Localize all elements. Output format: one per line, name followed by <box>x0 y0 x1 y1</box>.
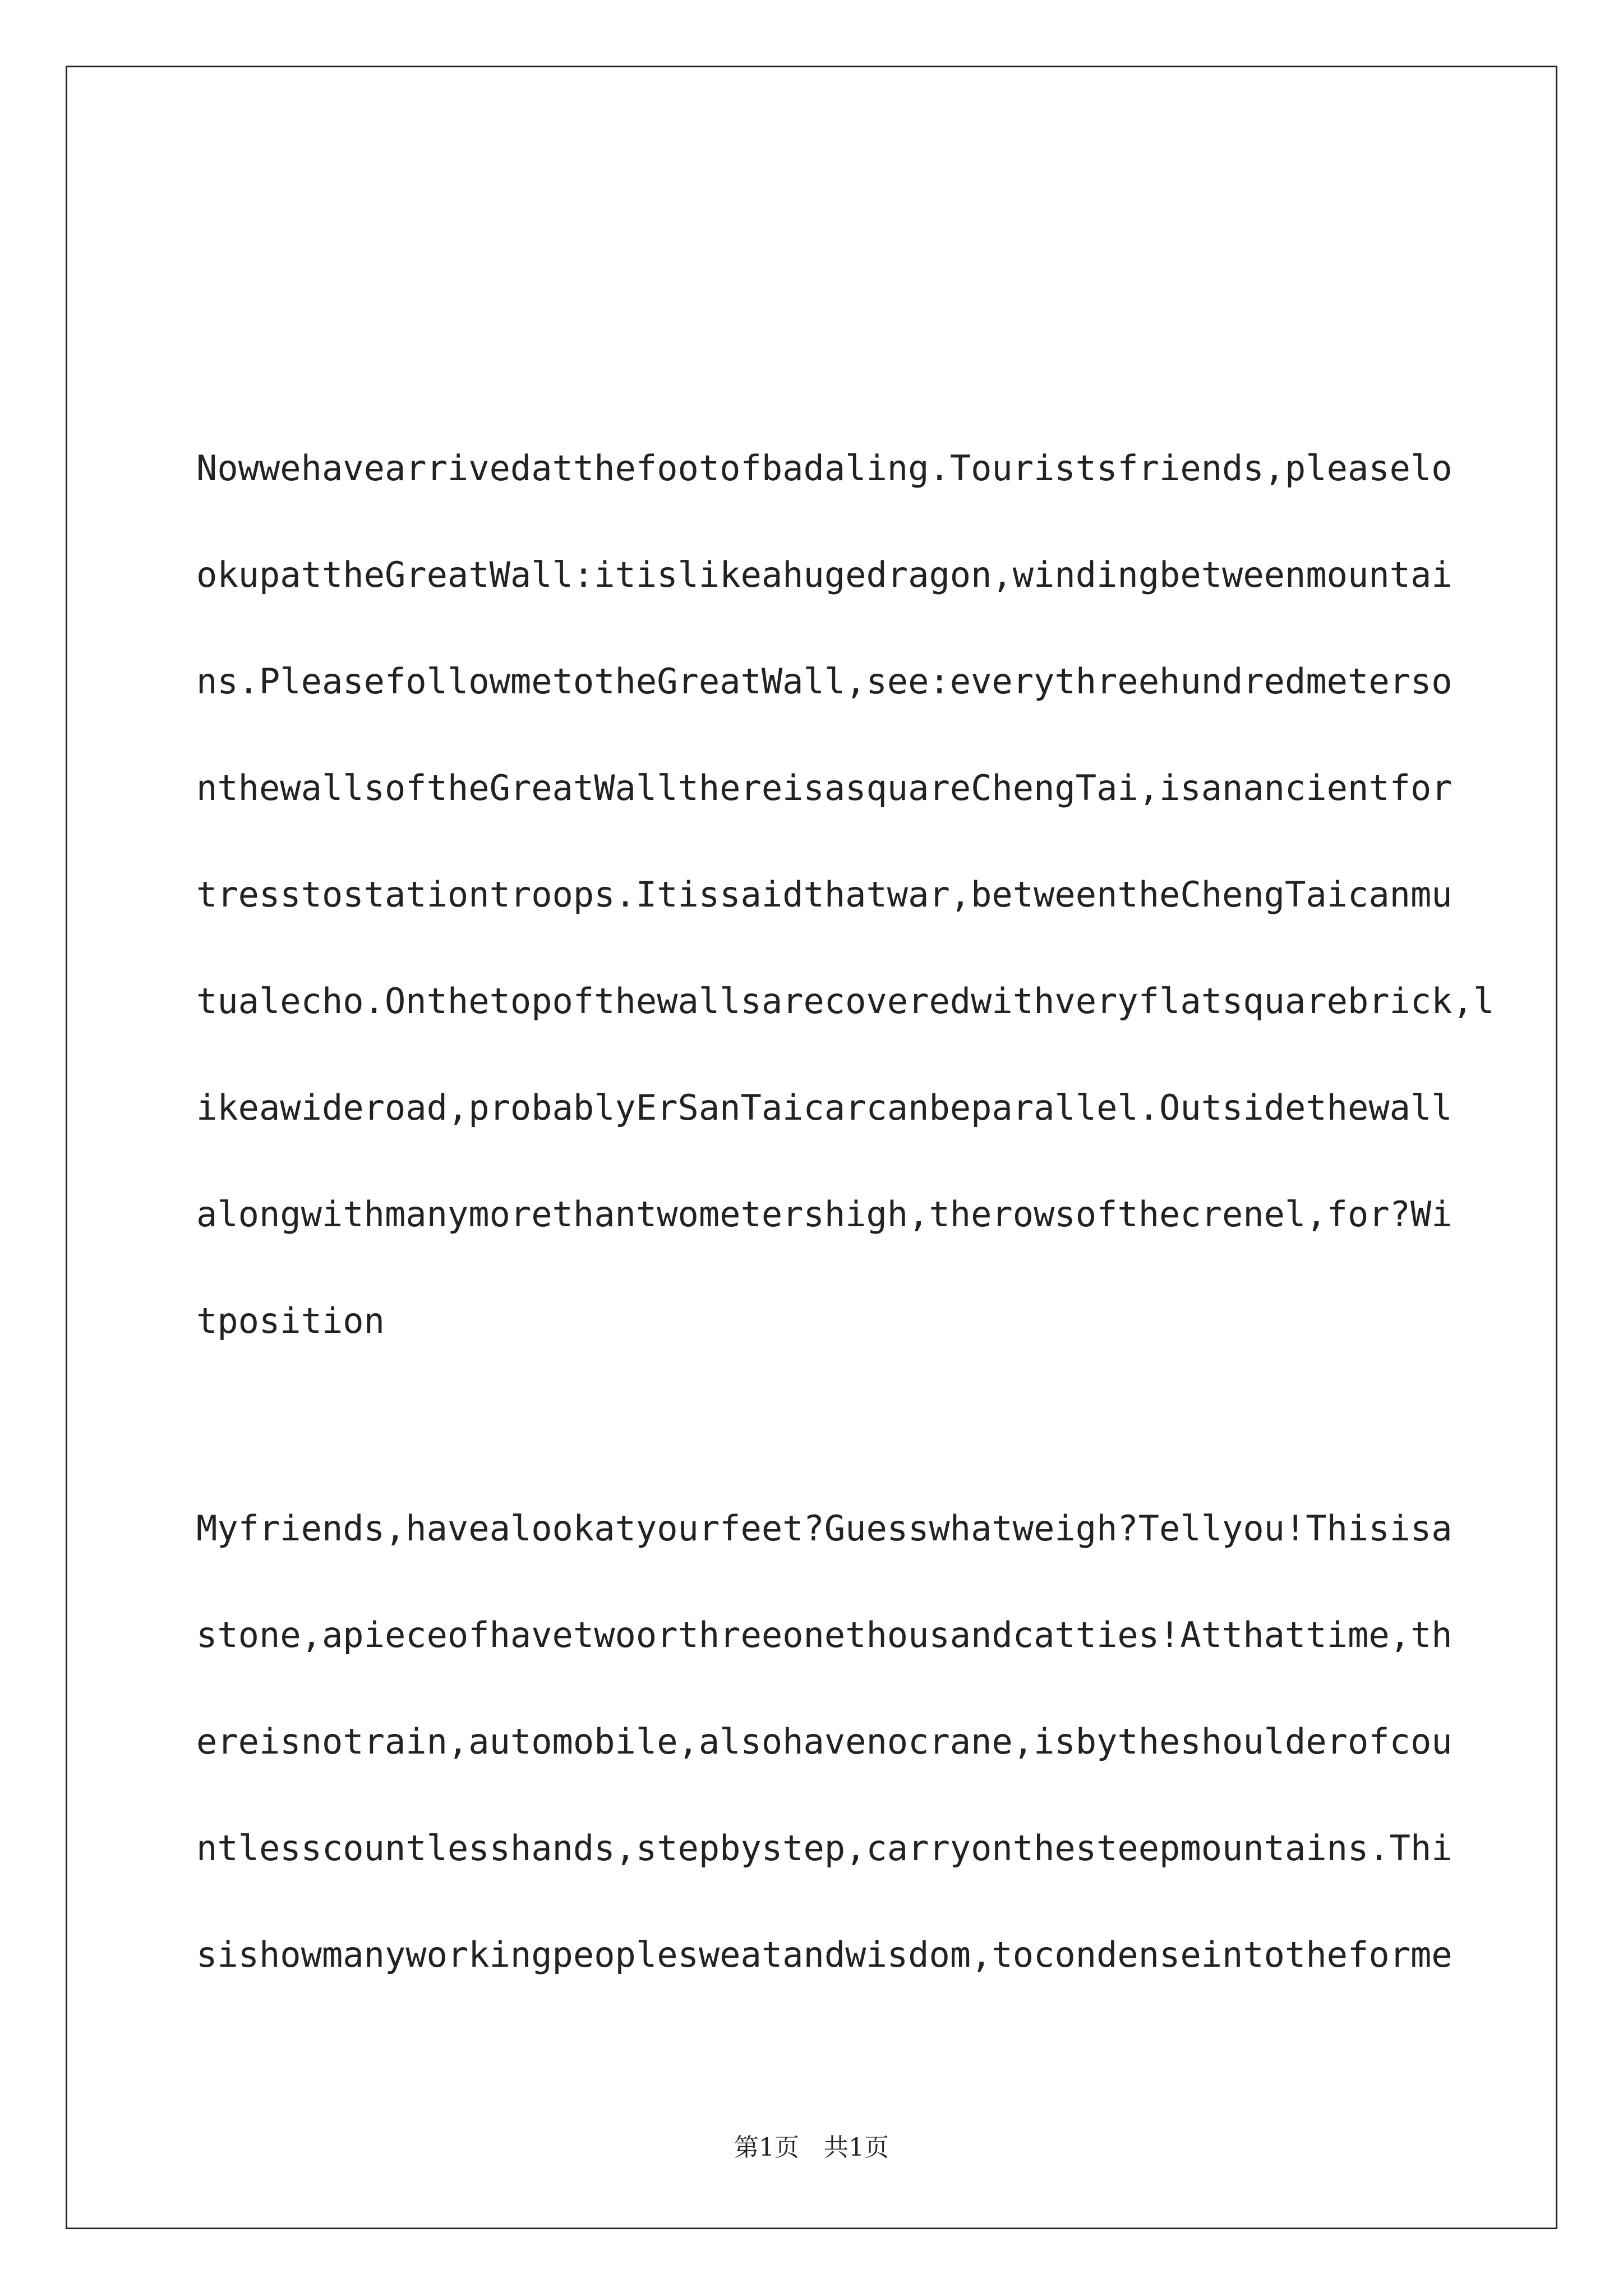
text-line: tualecho.Onthetopofthewallsarecoveredwithveryflatsquarebrick,l <box>196 981 1495 1022</box>
page-number-footer: 第1页 共1页 <box>734 2133 889 2162</box>
text-line: okupattheGreatWall:itislikeahugedragon,windingbetweenmountai <box>196 554 1453 595</box>
text-line: ikeawideroad,probablyErSanTaicarcanbeparallel.Outsidethewall <box>196 1087 1453 1128</box>
text-line: sishowmanyworkingpeoplesweatandwisdom,tocondenseintotheforme <box>196 1934 1453 1975</box>
text-line: tposition <box>196 1300 385 1341</box>
text-line: nthewallsoftheGreatWallthereisasquareChengTai,isanancientfor <box>196 767 1453 808</box>
text-line: ntlesscountlesshands,stepbystep,carryonthesteepmountains.Thi <box>196 1828 1453 1869</box>
text-line: Nowwehavearrivedatthefootofbadaling.Touristsfriends,pleaselo <box>196 448 1453 489</box>
text-line: ereisnotrain,automobile,alsohavenocrane,isbytheshoulderofcou <box>196 1721 1453 1762</box>
text-line: alongwithmanymorethantwometershigh,therowsofthecrenel,for?Wi <box>196 1194 1453 1235</box>
text-line: ns.PleasefollowmetotheGreatWall,see:everythreehundredmeterso <box>196 661 1453 702</box>
text-line: stone,apieceofhavetwoorthreeonethousandcatties!Atthattime,th <box>196 1614 1453 1655</box>
text-line: tresstostationtroops.Itissaidthatwar,betweentheChengTaicanmu <box>196 874 1453 915</box>
paragraph-2 <box>196 1475 1486 2008</box>
text-line: Myfriends,havealookatyourfeet?Guesswhatweigh?Tellyou!Thisisa <box>196 1508 1453 1549</box>
paragraph-1 <box>196 415 1495 1374</box>
